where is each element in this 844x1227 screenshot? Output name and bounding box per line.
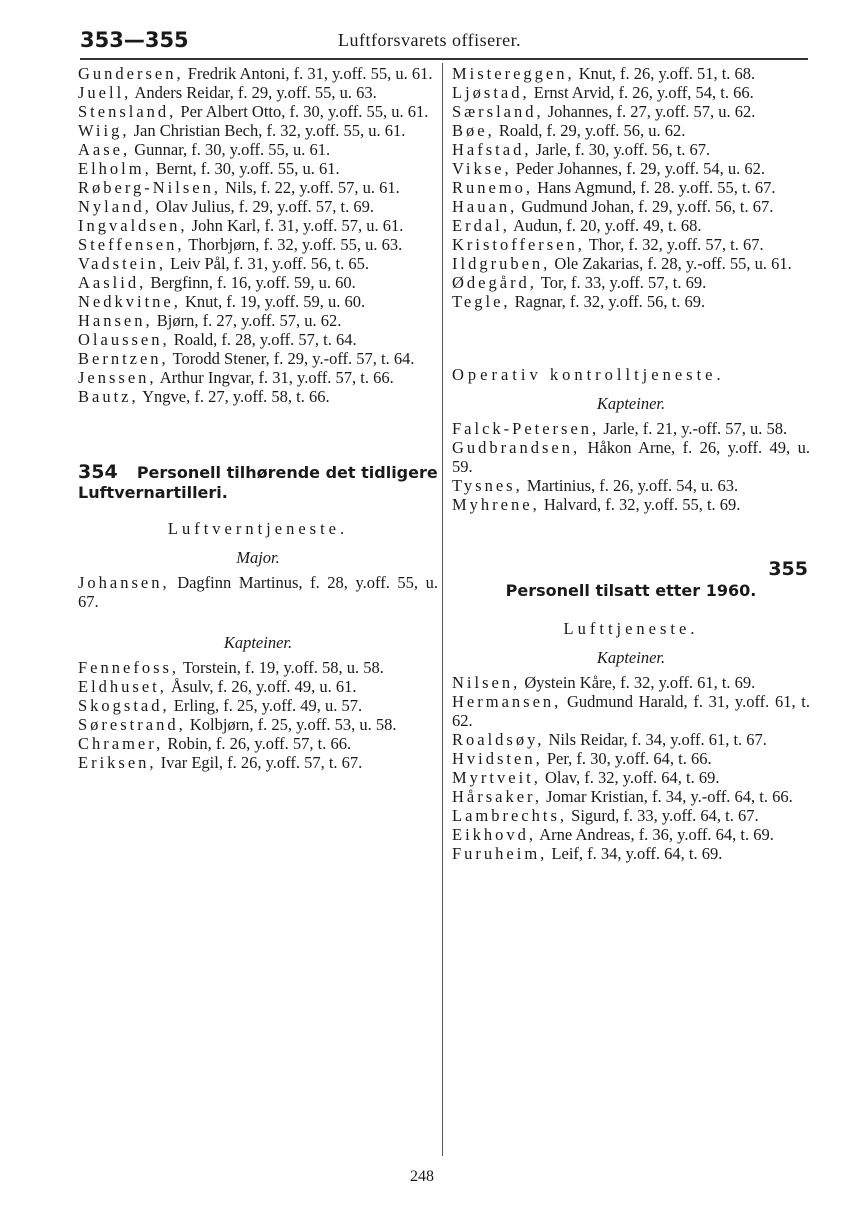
- officer-surname: Hårsaker,: [452, 787, 543, 806]
- officer-entry: [452, 121, 810, 140]
- officer-surname: Eikhovd,: [452, 825, 537, 844]
- officer-surname: Myrtveit,: [452, 768, 541, 787]
- officer-details: John Karl, f. 31, y.off. 57, u. 61.: [187, 216, 404, 235]
- officer-surname: Skogstad,: [78, 696, 170, 715]
- officer-surname: Myhrene,: [452, 495, 540, 514]
- officer-entry: [78, 64, 438, 83]
- officer-surname: Johansen,: [78, 573, 170, 592]
- rank-major: Major.: [236, 548, 280, 567]
- officer-entry: [78, 159, 438, 178]
- operativ-service: Operativ kontrolltjeneste.: [452, 365, 725, 384]
- officer-details: Per, f. 30, y.off. 64, t. 66.: [542, 749, 712, 768]
- officer-entry: [452, 749, 810, 768]
- officer-surname: Røberg-Nilsen,: [78, 178, 221, 197]
- officer-surname: Vikse,: [452, 159, 512, 178]
- officer-surname: Ingvaldsen,: [78, 216, 188, 235]
- officer-entry: [452, 292, 810, 311]
- officer-entry: [452, 692, 810, 730]
- column-divider: [442, 63, 443, 1156]
- officer-entry: [78, 658, 438, 677]
- section-355: [452, 560, 810, 863]
- officer-details: Yngve, f. 27, y.off. 58, t. 66.: [138, 387, 330, 406]
- officer-entry: [78, 349, 438, 368]
- officer-details: Knut, f. 19, y.off. 59, u. 60.: [180, 292, 366, 311]
- officer-details: Ragnar, f. 32, y.off. 56, t. 69.: [510, 292, 706, 311]
- officer-details: Olav, f. 32, y.off. 64, t. 69.: [540, 768, 720, 787]
- officer-details: Leiv Pål, f. 31, y.off. 56, t. 65.: [165, 254, 369, 273]
- officer-details: Roald, f. 29, y.off. 56, u. 62.: [494, 121, 686, 140]
- officer-entry: [78, 330, 438, 349]
- officer-surname: Aaslid,: [78, 273, 147, 292]
- officer-entry: [78, 178, 438, 197]
- officer-details: Nils Reidar, f. 34, y.off. 61, t. 67.: [544, 730, 767, 749]
- officer-details: Kolbjørn, f. 25, y.off. 53, u. 58.: [185, 715, 397, 734]
- officer-entry: [78, 83, 438, 102]
- officer-surname: Berntzen,: [78, 349, 169, 368]
- officer-details: Åsulv, f. 26, y.off. 49, u. 61.: [166, 677, 357, 696]
- officer-details: Olav Julius, f. 29, y.off. 57, t. 69.: [151, 197, 374, 216]
- officer-entry: [78, 387, 438, 406]
- officer-surname: Elholm,: [78, 159, 152, 178]
- officer-entry: [78, 753, 438, 772]
- section-354-number: 354: [78, 461, 118, 483]
- officer-surname: Aase,: [78, 140, 131, 159]
- officer-details: Bernt, f. 30, y.off. 55, u. 61.: [151, 159, 340, 178]
- officer-entry: [78, 235, 438, 254]
- officer-entry: [452, 730, 810, 749]
- officer-details: Sigurd, f. 33, y.off. 64, t. 67.: [567, 806, 759, 825]
- officer-surname: Hermansen,: [452, 692, 562, 711]
- captain-list-354: [78, 658, 438, 772]
- officer-details: Hans Agmund, f. 28. y.off. 55, t. 67.: [533, 178, 776, 197]
- operativ-rank: Kapteiner.: [596, 394, 666, 413]
- officer-details: Thorbjørn, f. 32, y.off. 55, u. 63.: [184, 235, 403, 254]
- officer-details: Gudmund Johan, f. 29, y.off. 56, t. 67.: [517, 197, 774, 216]
- officer-entry: [78, 102, 438, 121]
- officer-details: Thor, f. 32, y.off. 57, t. 67.: [584, 235, 764, 254]
- officer-entry: [452, 273, 810, 292]
- officer-details: Torstein, f. 19, y.off. 58, u. 58.: [179, 658, 384, 677]
- section-355-service: Lufttjeneste.: [563, 619, 699, 638]
- officer-surname: Gundersen,: [78, 64, 184, 83]
- officer-entry: [452, 197, 810, 216]
- officer-surname: Eldhuset,: [78, 677, 167, 696]
- officer-surname: Bøe,: [452, 121, 495, 140]
- section-354-title: Personell tilhørende det tidligere Luftvernartilleri.: [78, 463, 438, 502]
- officer-surname: Fennefoss,: [78, 658, 180, 677]
- officer-details: Arne Andreas, f. 36, y.off. 64, t. 69.: [536, 825, 774, 844]
- officer-entry: [452, 178, 810, 197]
- officer-details: Halvard, f. 32, y.off. 55, t. 69.: [539, 495, 741, 514]
- officer-surname: Vadstein,: [78, 254, 166, 273]
- officer-entry: [452, 806, 810, 825]
- officer-entry: [78, 368, 438, 387]
- officer-entry: [78, 696, 438, 715]
- right-column: [452, 64, 810, 863]
- officer-surname: Roaldsøy,: [452, 730, 545, 749]
- officer-entry: [452, 64, 810, 83]
- officer-surname: Wiig,: [78, 121, 130, 140]
- officer-surname: Steffensen,: [78, 235, 185, 254]
- officer-entry: [452, 844, 810, 863]
- officer-surname: Runemo,: [452, 178, 534, 197]
- major-list: [78, 573, 438, 611]
- header-rule: [80, 58, 808, 60]
- officer-list-left: [78, 64, 438, 406]
- officer-surname: Nedkvitne,: [78, 292, 181, 311]
- officer-entry: [78, 715, 438, 734]
- section-354: [78, 462, 438, 772]
- operativ-list: [452, 419, 810, 514]
- officer-surname: Nyland,: [78, 197, 152, 216]
- officer-details: Fredrik Antoni, f. 31, y.off. 55, u. 61.: [183, 64, 433, 83]
- officer-surname: Hafstad,: [452, 140, 532, 159]
- officer-entry: [452, 83, 810, 102]
- officer-details: Ivar Egil, f. 26, y.off. 57, t. 67.: [156, 753, 363, 772]
- officer-surname: Erdal,: [452, 216, 510, 235]
- officer-details: Ernst Arvid, f. 26, y.off, 54, t. 66.: [529, 83, 754, 102]
- officer-entry: [452, 419, 810, 438]
- officer-details: Martinius, f. 26, y.off. 54, u. 63.: [522, 476, 739, 495]
- rank-captains-355: Kapteiner.: [596, 648, 666, 667]
- officer-details: Peder Johannes, f. 29, y.off. 54, u. 62.: [511, 159, 766, 178]
- officer-surname: Mistereggen,: [452, 64, 575, 83]
- officer-entry: [78, 273, 438, 292]
- officer-entry: [452, 140, 810, 159]
- section-354-heading: [78, 462, 438, 503]
- page-header: [80, 28, 808, 56]
- officer-details: Øystein Kåre, f. 32, y.off. 61, t. 69.: [520, 673, 756, 692]
- officer-entry: [452, 254, 810, 273]
- officer-details: Jomar Kristian, f. 34, y.-off. 64, t. 66.: [542, 787, 793, 806]
- officer-details: Torodd Stener, f. 29, y.-off. 57, t. 64.: [168, 349, 415, 368]
- officer-entry: [452, 673, 810, 692]
- officer-surname: Stensland,: [78, 102, 177, 121]
- officer-entry: [78, 254, 438, 273]
- officer-details: Johannes, f. 27, y.off. 57, u. 62.: [543, 102, 756, 121]
- officer-surname: Eriksen,: [78, 753, 157, 772]
- officer-entry: [78, 292, 438, 311]
- officer-surname: Bautz,: [78, 387, 139, 406]
- officer-surname: Tysnes,: [452, 476, 523, 495]
- officer-details: Bergfinn, f. 16, y.off. 59, u. 60.: [146, 273, 356, 292]
- officer-details: Per Albert Otto, f. 30, y.off. 55, u. 61.: [176, 102, 429, 121]
- officer-details: Knut, f. 26, y.off. 51, t. 68.: [574, 64, 756, 83]
- section-355-number: 355: [768, 558, 808, 580]
- officer-entry: [78, 734, 438, 753]
- officer-surname: Falck-Petersen,: [452, 419, 600, 438]
- officer-entry: [452, 768, 810, 787]
- page-number: 248: [410, 1168, 434, 1185]
- officer-entry: [78, 140, 438, 159]
- officer-surname: Hauan,: [452, 197, 518, 216]
- officer-entry: [452, 216, 810, 235]
- officer-entry: [78, 573, 438, 611]
- officer-surname: Nilsen,: [452, 673, 521, 692]
- page-range: 353—355: [80, 28, 189, 52]
- officer-details: Bjørn, f. 27, y.off. 57, u. 62.: [152, 311, 342, 330]
- officer-details: Audun, f. 20, y.off. 49, t. 68.: [509, 216, 702, 235]
- officer-details: Nils, f. 22, y.off. 57, u. 61.: [220, 178, 400, 197]
- officer-entry: [78, 121, 438, 140]
- officer-details: Leif, f. 34, y.off. 64, t. 69.: [547, 844, 723, 863]
- officer-surname: Chramer,: [78, 734, 164, 753]
- section-355-heading: Personell tilsatt etter 1960.: [505, 581, 757, 600]
- officer-details: Jan Christian Bech, f. 32, y.off. 55, u. 61.: [129, 121, 406, 140]
- officer-details: Anders Reidar, f. 29, y.off. 55, u. 63.: [131, 83, 377, 102]
- rank-captains-354: Kapteiner.: [223, 633, 293, 652]
- captain-list-355: [452, 673, 810, 863]
- officer-surname: Særsland,: [452, 102, 544, 121]
- officer-details: Gudmund Harald, f. 31, y.off. 61, t. 62.: [452, 692, 810, 730]
- officer-details: Tor, f. 33, y.off. 57, t. 69.: [536, 273, 707, 292]
- officer-entry: [452, 235, 810, 254]
- officer-list-right: [452, 64, 810, 311]
- officer-details: Arthur Ingvar, f. 31, y.off. 57, t. 66.: [156, 368, 394, 387]
- officer-details: Erling, f. 25, y.off. 49, u. 57.: [169, 696, 363, 715]
- officer-entry: [452, 495, 810, 514]
- officer-details: Ole Zakarias, f. 28, y.-off. 55, u. 61.: [550, 254, 792, 273]
- officer-surname: Olaussen,: [78, 330, 170, 349]
- officer-details: Dagfinn Martinus, f. 28, y.off. 55, u. 67.: [78, 573, 438, 611]
- officer-entry: [452, 102, 810, 121]
- officer-details: Håkon Arne, f. 26, y.off. 49, u. 59.: [452, 438, 810, 476]
- section-354-service: Luftverntjeneste.: [167, 519, 349, 538]
- officer-surname: Furuheim,: [452, 844, 548, 863]
- officer-entry: [452, 476, 810, 495]
- officer-entry: [78, 197, 438, 216]
- officer-surname: Sørestrand,: [78, 715, 186, 734]
- officer-surname: Ildgruben,: [452, 254, 551, 273]
- officer-entry: [452, 159, 810, 178]
- officer-details: Roald, f. 28, y.off. 57, t. 64.: [169, 330, 357, 349]
- running-title: Luftforsvarets offiserer.: [338, 30, 522, 50]
- officer-surname: Jenssen,: [78, 368, 157, 387]
- officer-details: Jarle, f. 21, y.-off. 57, u. 58.: [599, 419, 788, 438]
- officer-entry: [452, 825, 810, 844]
- officer-surname: Ødegård,: [452, 273, 537, 292]
- officer-surname: Hvidsten,: [452, 749, 543, 768]
- officer-details: Gunnar, f. 30, y.off. 55, u. 61.: [130, 140, 331, 159]
- officer-entry: [78, 216, 438, 235]
- officer-entry: [78, 311, 438, 330]
- officer-surname: Tegle,: [452, 292, 511, 311]
- officer-surname: Juell,: [78, 83, 132, 102]
- officer-details: Jarle, f. 30, y.off. 56, t. 67.: [531, 140, 711, 159]
- officer-surname: Kristoffersen,: [452, 235, 585, 254]
- officer-surname: Gudbrandsen,: [452, 438, 581, 457]
- officer-entry: [78, 677, 438, 696]
- left-column: [78, 64, 438, 772]
- officer-entry: [452, 787, 810, 806]
- officer-surname: Ljøstad,: [452, 83, 530, 102]
- officer-details: Robin, f. 26, y.off. 57, t. 66.: [163, 734, 352, 753]
- officer-surname: Lambrechts,: [452, 806, 568, 825]
- officer-entry: [452, 438, 810, 476]
- officer-surname: Hansen,: [78, 311, 153, 330]
